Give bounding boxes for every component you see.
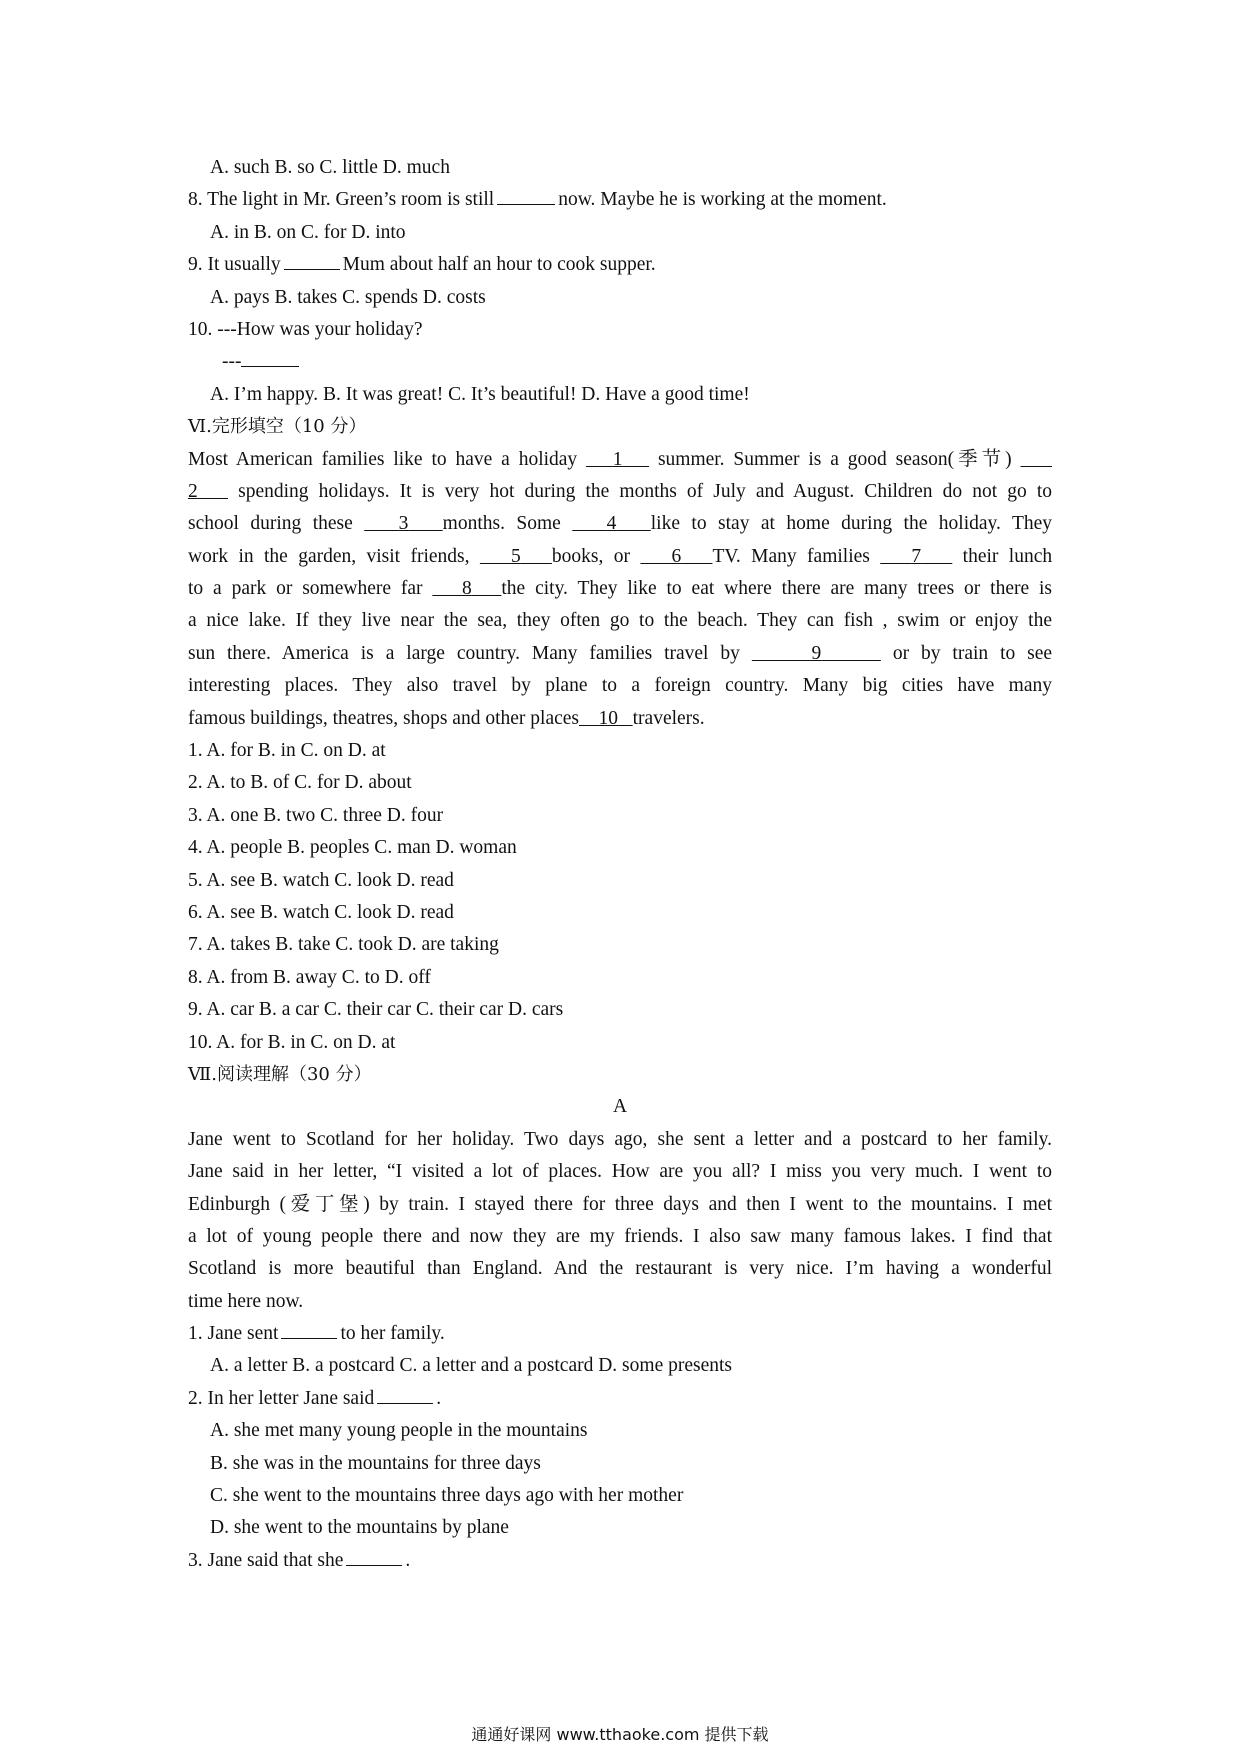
exam-content	[188, 152, 1052, 1577]
blank-number: 2	[188, 480, 198, 502]
cloze-line-2	[188, 476, 1052, 508]
cloze-text: TV. Many families	[712, 545, 870, 567]
cloze-option-3: 3. A. one B. two C. three D. four	[188, 804, 444, 826]
cloze-text: or by train to see	[892, 642, 1053, 664]
cloze-blank-2-start	[1021, 449, 1053, 470]
answer-blank	[281, 1319, 337, 1339]
blank-number: 3	[398, 513, 409, 535]
cloze-text: school during these	[188, 513, 353, 535]
question-text: 3. Jane said that she	[188, 1549, 344, 1571]
question-text: .	[405, 1549, 411, 1571]
cloze-blank-2	[188, 481, 228, 502]
passage-label: A	[612, 1096, 628, 1118]
section-heading-reading: Ⅶ.阅读理解（30 分）	[188, 1063, 372, 1085]
reading-q2-option-a: A. she met many young people in the mountains	[210, 1420, 588, 1442]
cloze-text: famous buildings, theatres, shops and other places	[188, 707, 579, 729]
passage-line: Scotland is more beautiful than England. And the restaurant is very nice. I’m having a wonderful	[188, 1258, 1052, 1280]
question-text: 1. Jane sent	[188, 1323, 279, 1345]
reading-q2-stem	[188, 1383, 1052, 1415]
cloze-blank-7	[880, 546, 952, 567]
blank-number: 4	[606, 513, 617, 535]
reading-q3-stem	[188, 1545, 1052, 1577]
answer-blank	[284, 250, 340, 270]
cloze-blank-3	[364, 513, 442, 534]
q8-stem-a: 8. The light in Mr. Green’s room is still	[188, 189, 495, 211]
answer-blank	[377, 1384, 433, 1404]
q10-stem: 10. ---How was your holiday?	[188, 318, 423, 340]
question-text: 2. In her letter Jane said	[188, 1387, 375, 1409]
cloze-blank-9	[752, 643, 881, 664]
q8-stem-b: now. Maybe he is working at the moment.	[558, 189, 887, 211]
blank-number: 1	[612, 448, 623, 470]
cloze-option-5: 5. A. see B. watch C. look D. read	[188, 869, 454, 891]
q7-options: A. such B. so C. little D. much	[210, 157, 450, 178]
cloze-text: summer. Summer is a good season(季节)	[657, 448, 1012, 470]
cloze-line-9	[188, 703, 1052, 735]
reading-q1-options: A. a letter B. a postcard C. a letter and a postcard D. some presents	[210, 1355, 732, 1377]
cloze-text: interesting places. They also travel by plane to a foreign country. Many big cities have many	[188, 675, 1052, 697]
q10-reply-dashes: ---	[222, 351, 242, 373]
cloze-text: Most American families like to have a holiday	[188, 448, 578, 470]
cloze-text: work in the garden, visit friends,	[188, 545, 470, 567]
passage-line: Edinburgh (爱丁堡) by train. I stayed there for three days and then I went to the mountains. I met	[188, 1193, 1052, 1215]
blank-number: 6	[671, 545, 682, 567]
cloze-blank-5	[480, 546, 552, 567]
answer-blank	[497, 185, 555, 205]
q9-stem	[188, 249, 1052, 281]
cloze-line-3	[188, 508, 1052, 540]
cloze-blank-8	[432, 578, 501, 599]
cloze-line-4	[188, 541, 1052, 573]
q9-options: A. pays B. takes C. spends D. costs	[210, 286, 486, 308]
cloze-option-10: 10. A. for B. in C. on D. at	[188, 1031, 396, 1053]
cloze-text: their lunch	[962, 545, 1053, 567]
cloze-text: a nice lake. If they live near the sea, they often go to the beach. They can fish , swim or enjoy the	[188, 610, 1052, 632]
q10-options: A. I’m happy. B. It was great! C. It’s beautiful! D. Have a good time!	[210, 383, 750, 405]
cloze-passage	[188, 444, 1052, 736]
cloze-option-4: 4. A. people B. peoples C. man D. woman	[188, 837, 517, 859]
cloze-line-8	[188, 670, 1052, 702]
blank-number: 8	[462, 578, 472, 600]
cloze-text: travelers.	[632, 707, 705, 729]
blank-number: 5	[511, 545, 521, 567]
q9-stem-a: 9. It usually	[188, 254, 281, 276]
cloze-option-1: 1. A. for B. in C. on D. at	[188, 740, 386, 762]
reading-q2-option-d: D. she went to the mountains by plane	[210, 1517, 509, 1539]
cloze-option-2: 2. A. to B. of C. for D. about	[188, 772, 412, 794]
page-footer: 通通好课网 www.tthaoke.com 提供下载	[471, 1725, 769, 1744]
reading-q2-option-b: B. she was in the mountains for three days	[210, 1452, 541, 1474]
cloze-line-1	[188, 444, 1052, 476]
blank-number: 10	[598, 707, 618, 729]
reading-q1-stem	[188, 1318, 1052, 1350]
cloze-option-9: 9. A. car B. a car C. their car C. their car D. cars	[188, 999, 564, 1021]
blank-number: 9	[811, 642, 822, 664]
q8-stem	[188, 184, 1052, 216]
cloze-blank-6	[640, 546, 712, 567]
cloze-text: spending holidays. It is very hot during the months of July and August. Children do not go to	[238, 480, 1052, 502]
cloze-text: sun there. America is a large country. Many families travel by	[188, 642, 740, 664]
blank-number: 7	[911, 545, 922, 567]
question-text: to her family.	[340, 1323, 445, 1345]
cloze-option-7: 7. A. takes B. take C. took D. are taking	[188, 934, 499, 956]
q8-options: A. in B. on C. for D. into	[210, 221, 406, 243]
section-heading-cloze: Ⅵ.完形填空（10 分）	[188, 416, 367, 438]
cloze-option-6: 6. A. see B. watch C. look D. read	[188, 901, 454, 923]
passage-line: Jane went to Scotland for her holiday. Two days ago, she sent a letter and a postcard to her family.	[188, 1128, 1052, 1150]
cloze-text: the city. They like to eat where there are many trees or there is	[501, 578, 1053, 600]
q10-reply	[188, 346, 1052, 378]
passage-line: time here now.	[188, 1290, 304, 1312]
cloze-blank-4	[572, 513, 650, 534]
cloze-line-5	[188, 573, 1052, 605]
passage-line: Jane said in her letter, “I visited a lot of places. How are you all? I miss you very much. I went to	[188, 1161, 1052, 1183]
question-text: .	[436, 1387, 442, 1409]
answer-blank	[346, 1546, 402, 1566]
cloze-text: months. Some	[442, 513, 561, 535]
cloze-line-6	[188, 605, 1052, 637]
answer-blank	[241, 347, 299, 367]
reading-q2-option-c: C. she went to the mountains three days ago with her mother	[210, 1485, 684, 1507]
cloze-line-7	[188, 638, 1052, 670]
cloze-blank-10	[579, 708, 633, 729]
reading-passage	[188, 1124, 1052, 1318]
cloze-blank-1	[586, 449, 649, 470]
cloze-text: books, or	[551, 545, 631, 567]
passage-line: a lot of young people there and now they are my friends. I also saw many famous lakes. I find that	[188, 1225, 1052, 1247]
cloze-text: to a park or somewhere far	[188, 578, 423, 600]
cloze-option-8: 8. A. from B. away C. to D. off	[188, 966, 431, 988]
q9-stem-b: Mum about half an hour to cook supper.	[342, 254, 656, 276]
cloze-text: like to stay at home during the holiday. They	[650, 513, 1053, 535]
